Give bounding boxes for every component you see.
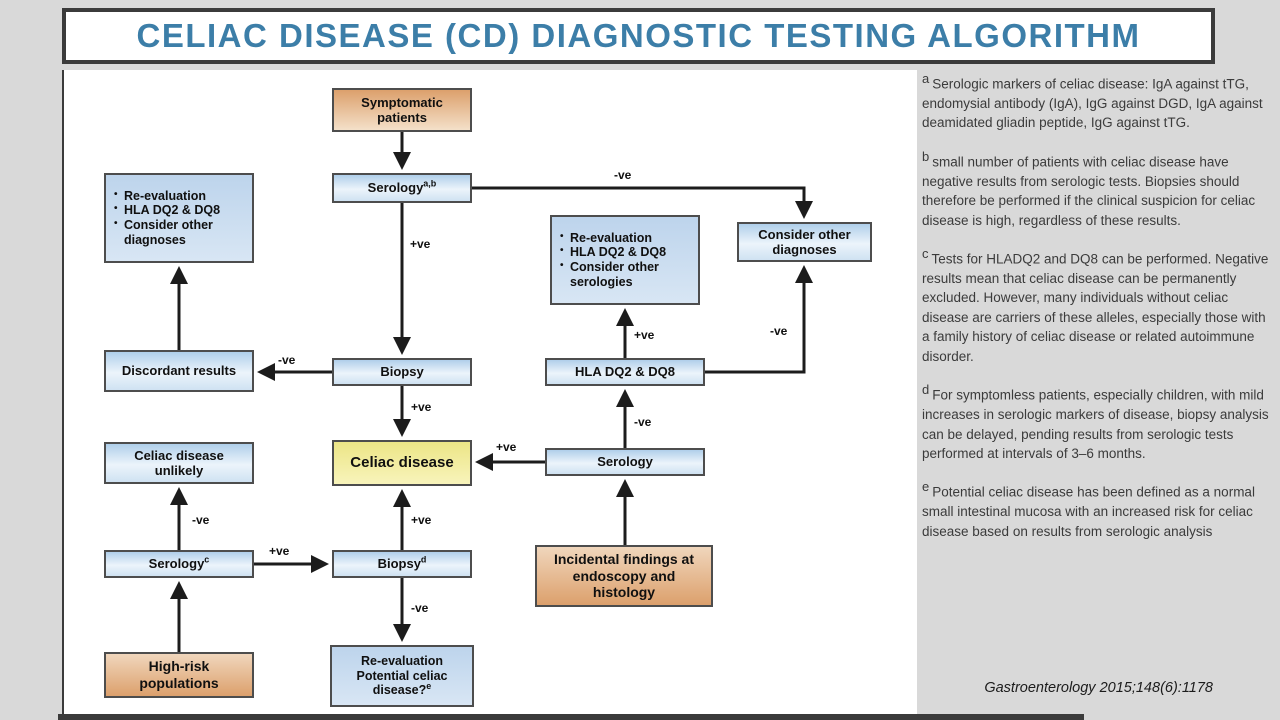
box-consider-other-diagnoses: Consider other diagnoses: [737, 222, 872, 262]
box-biopsy: Biopsy: [332, 358, 472, 386]
box-reevaluation-potential: Re-evaluation Potential celiac disease?$^e$: [330, 645, 474, 707]
footnote-d: $^d$ For symptomless patients, especially children, with mild increases in serologic markers of disease, biopsy analysis can be delayed, pending results from serologic tests performed at intervals of 3–6 months.: [922, 382, 1269, 461]
edge-label-positive: +ve: [496, 440, 517, 454]
box-discordant-results: Discordant results: [104, 350, 254, 392]
box-incidental-findings: Incidental findings at endoscopy and histology: [535, 545, 713, 607]
flowchart-panel: [62, 70, 917, 716]
title-box: [62, 8, 1215, 64]
edge-label-negative: -ve: [770, 324, 788, 338]
box-symptomatic-patients: Symptomatic patients: [332, 88, 472, 132]
list-item: • Re-evaluation: [560, 231, 652, 246]
flowchart-arrows: [64, 70, 917, 716]
edge-label-negative: -ve: [614, 168, 632, 182]
box-celiac-disease: Celiac disease: [332, 440, 472, 486]
box-right-options: [550, 215, 700, 305]
box-serology-c: Serology$^c$: [104, 550, 254, 578]
edge-label-positive: +ve: [411, 400, 432, 414]
box-celiac-disease-unlikely: Celiac disease unlikely: [104, 442, 254, 484]
footnote-b: $^b$ small number of patients with celiac disease have negative results from serologic tests. Biopsies should therefore be performed if the clinical suspicion for celiac disease is high, regardless of these results.: [922, 148, 1256, 228]
box-serology: Serology: [545, 448, 705, 476]
list-item: • Consider other serologies: [560, 260, 690, 290]
footnote-a: $^a$ Serologic markers of celiac disease: IgA against tTG, endomysial antibody (IgA), IgG against DGD, IgA against deamidated gliadin peptide, IgG against tTG.: [922, 71, 1263, 131]
list-item: • Consider other diagnoses: [114, 218, 244, 248]
edge-label-positive: +ve: [634, 328, 655, 342]
box-hla-dq2-dq8: HLA DQ2 & DQ8: [545, 358, 705, 386]
edge-label-negative: -ve: [192, 513, 210, 527]
edge-label-positive: +ve: [410, 237, 431, 251]
list-item: • Re-evaluation: [114, 189, 206, 204]
page-title: CELIAC DISEASE (CD) DIAGNOSTIC TESTING ALGORITHM: [136, 17, 1141, 54]
bottom-divider: [58, 714, 1084, 720]
box-left-options: [104, 173, 254, 263]
box-biopsy-d: Biopsy$^d$: [332, 550, 472, 578]
edge-label-negative: -ve: [278, 353, 296, 367]
footnote-e: $^e$ Potential celiac disease has been defined as a normal small intestinal mucosa with an increased risk for celiac disease based on results from serologic analysis: [922, 479, 1255, 539]
edge-label-negative: -ve: [411, 601, 429, 615]
footnotes-column: [922, 70, 1270, 556]
footnote-c: $^c$ Tests for HLADQ2 and DQ8 can be performed. Negative results mean that celiac disease can be permanently excluded. However, many individuals without celiac disease are carriers of these alleles, especially those with a family history of celiac disease or related autoimmune disorder.: [922, 246, 1269, 364]
edge-label-negative: -ve: [634, 415, 652, 429]
list-item: • HLA DQ2 & DQ8: [560, 245, 666, 260]
list-item: • HLA DQ2 & DQ8: [114, 203, 220, 218]
edge-label-positive: +ve: [269, 544, 290, 558]
citation: Gastroenterology 2015;148(6):1178: [984, 680, 1213, 696]
box-serology-ab: Serology$^{a,b}$: [332, 173, 472, 203]
box-high-risk-populations: High-risk populations: [104, 652, 254, 698]
edge-label-positive: +ve: [411, 513, 432, 527]
